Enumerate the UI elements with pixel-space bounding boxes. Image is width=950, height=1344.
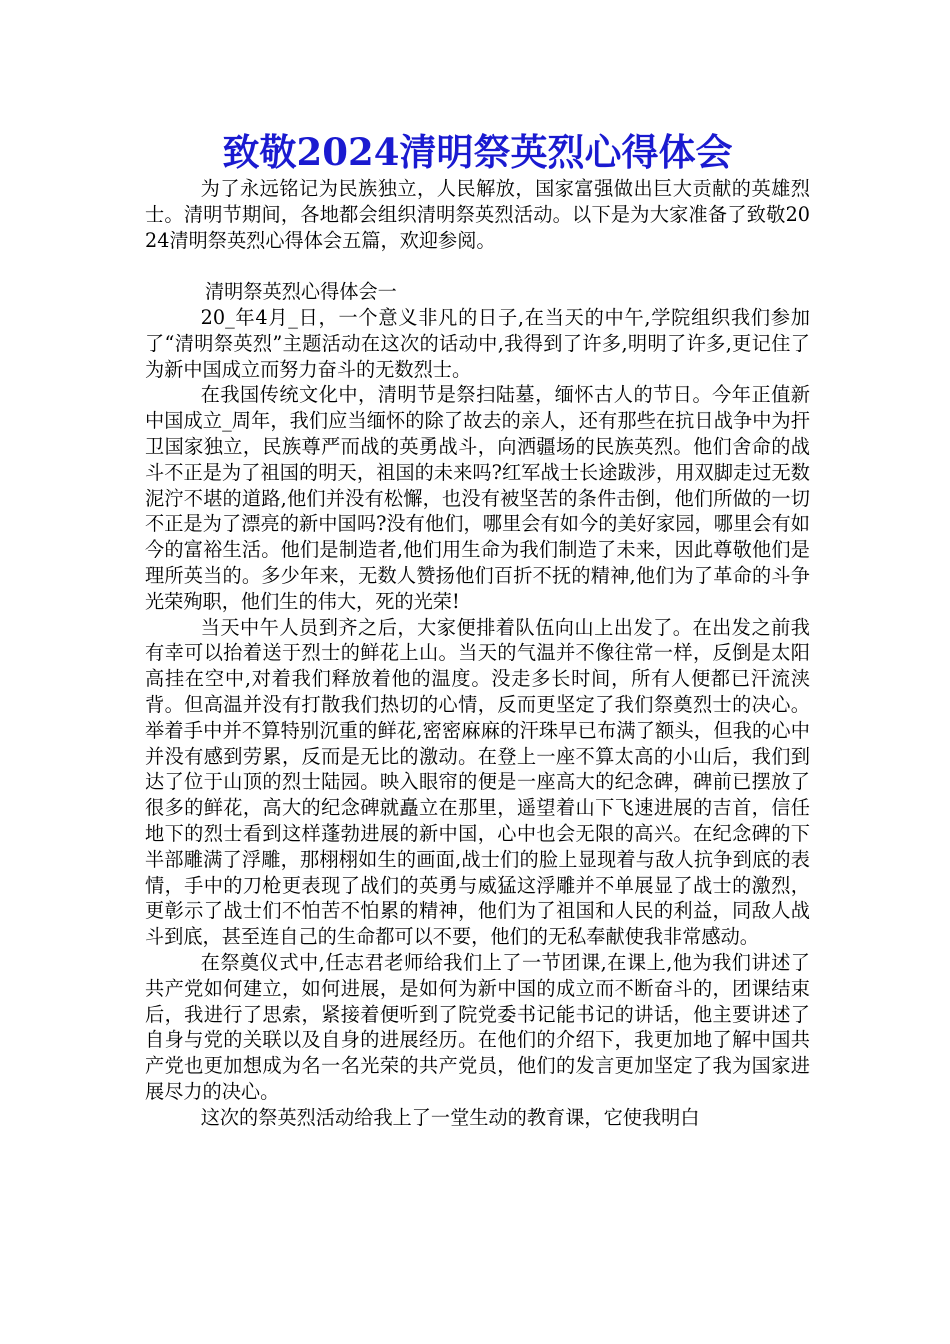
body-paragraph: 在祭奠仪式中,任志君老师给我们上了一节团课,在课上,他为我们讲述了共产党如何建立，如何进展，是如何为新中国的成立而不断奋斗的，团课结束后，我进行了思索，紧接着便听到了院党委书记能书记的讲话，他主要讲述了自身与党的关联以及自身的进展经历。在他们的介绍下，我更加地了解中国共产党也更加想成为名一名光荣的共产党员，他们的发言更加坚定了我为国家进展尽力的决心。 — [145, 950, 810, 1103]
body-paragraph: 这次的祭英烈活动给我上了一堂生动的教育课，它使我明白 — [200, 1105, 700, 1129]
intro-paragraph: 为了永远铭记为民族独立，人民解放，国家富强做出巨大贡献的英雄烈士。清明节期间，各地都会组织清明祭英烈活动。以下是为大家准备了致敬2024清明祭英烈心得体会五篇，欢迎参阅。 — [145, 177, 810, 252]
body-paragraph: 20_年4月_日，一个意义非凡的日子,在当天的中午,学院组织我们参加了“清明祭英烈”主题活动在这次的话动中,我得到了许多,明明了许多,更记住了为新中国成立而努力奋斗的无数烈士。 — [145, 305, 810, 381]
blank-line — [145, 253, 810, 279]
section-heading: 清明祭英烈心得体会一 — [205, 280, 397, 304]
document-body — [145, 128, 810, 1130]
document-title: 致敬2024清明祭英烈心得体会 — [222, 130, 733, 174]
body-paragraph: 当天中午人员到齐之后，大家便排着队伍向山上出发了。在出发之前我有幸可以抬着送于烈士的鲜花上山。当天的气温并不像往常一样，反倒是太阳高挂在空中,对着我们释放着他的温度。没走多长时间，所有人便都已汗流浃背。但高温并没有打散我们热切的心情，反而更坚定了我们祭奠烈士的决心。举着手中并不算特别沉重的鲜花,密密麻麻的汗珠早已布满了额头，但我的心中并没有感到劳累，反而是无比的激动。在登上一座不算太高的小山后，我们到达了位于山顶的烈士陆园。映入眼帘的便是一座高大的纪念碑，碑前已摆放了很多的鲜花，高大的纪念碑就矗立在那里，遥望着山下飞速进展的吉首，信任地下的烈士看到这样蓬勃进展的新中国，心中也会无限的高兴。在纪念碑的下半部雕满了浮雕，那栩栩如生的画面,战士们的脸上显现着与敌人抗争到底的表情，手中的刀枪更表现了战们的英勇与威猛这浮雕并不单展显了战士的激烈，更彰示了战士们不怕苦不怕累的精神，他们为了祖国和人民的利益，同敌人战斗到底，甚至连自己的生命都可以不要，他们的无私奉献使我非常感动。 — [145, 615, 810, 949]
body-paragraph: 在我国传统文化中，清明节是祭扫陆墓，缅怀古人的节日。今年正值新中国成立_周年，我们应当缅怀的除了故去的亲人，还有那些在抗日战争中为扞卫国家独立，民族尊严而战的英勇战斗，向洒疆场的民族英烈。他们舍命的战斗不正是为了祖国的明天，祖国的未来吗?红军战士长途跋涉，用双脚走过无数泥泞不堪的道路,他们并没有松懈，也没有被坚苦的条件击倒，他们所做的一切不正是为了漂亮的新中国吗?没有他们，哪里会有如今的美好家园，哪里会有如今的富裕生活。他们是制造者,他们用生命为我们制造了未来，因此尊敬他们是理所英当的。多少年来，无数人赞扬他们百折不抚的精神,他们为了革命的斗争光荣殉职，他们生的伟大，死的光荣! — [145, 383, 810, 613]
